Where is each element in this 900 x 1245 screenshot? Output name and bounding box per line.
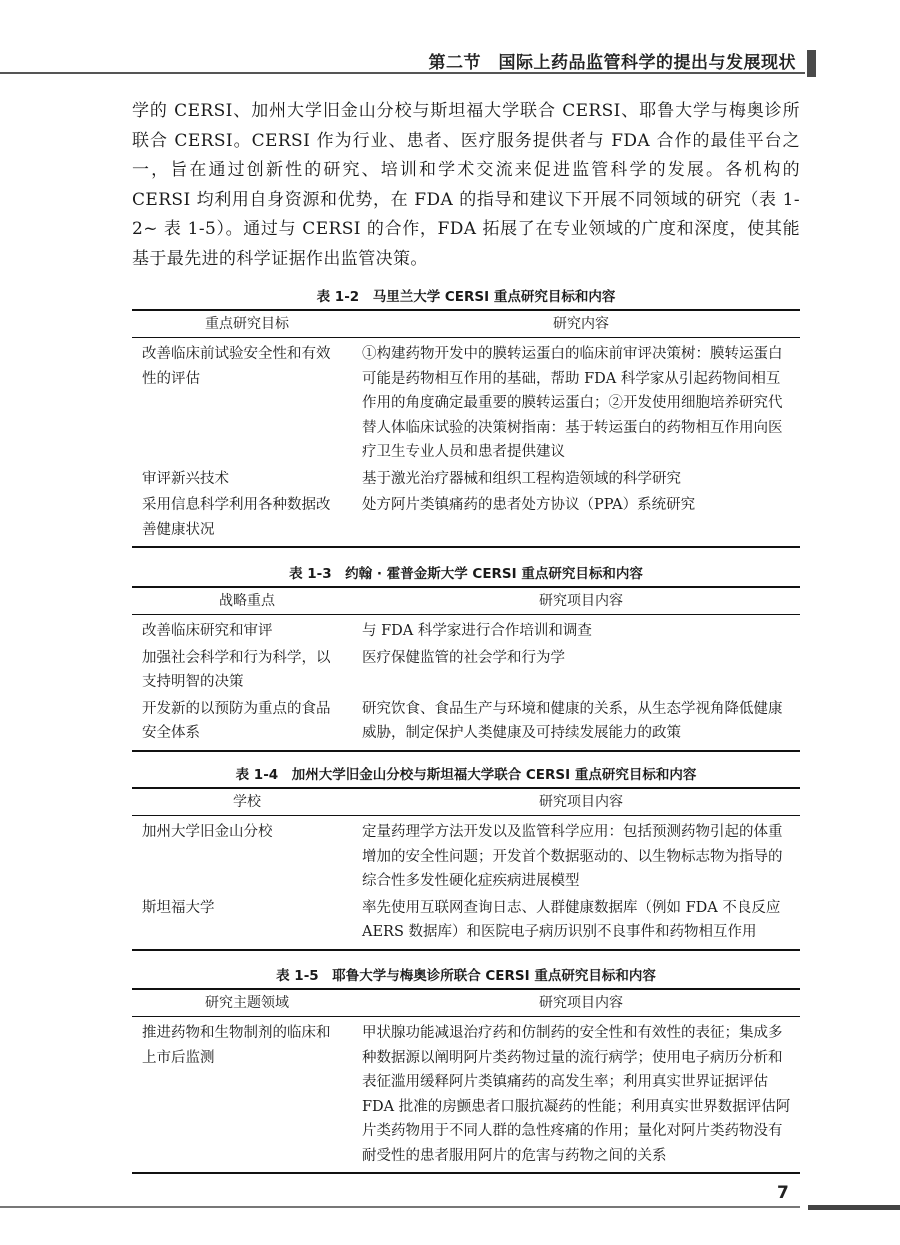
header-title: 第二节 国际上药品监管科学的提出与发展现状 xyxy=(428,53,796,73)
table-1-5 xyxy=(132,966,800,1174)
header-cell: 学校 xyxy=(233,794,261,810)
table-1-4 xyxy=(132,765,800,951)
table-cell: 采用信息科学利用各种数据改善健康状况 xyxy=(142,497,331,538)
footer-line xyxy=(0,1206,800,1208)
table-row xyxy=(132,493,800,542)
header-cell: 研究项目内容 xyxy=(539,995,623,1011)
table-cell: 加州大学旧金山分校 xyxy=(142,824,273,840)
table-cell: ①构建药物开发中的膜转运蛋白的临床前审评决策树：膜转运蛋白可能是药物相互作用的基础，帮助 FDA 科学家从引起药物间相互作用的角度确定最重要的膜转运蛋白；②开发使用细胞培养研究代替人体临床试验的决策树指南：基于转运蛋白的药物相互作用向医疗卫生专业人员和患者提供建议 xyxy=(362,346,783,460)
table-cell: 率先使用互联网查询日志、人群健康数据库（例如 FDA 不良反应 AERS 数据库）和医院电子病历识别不良事件和药物相互作用 xyxy=(362,899,781,940)
header-cell: 研究内容 xyxy=(553,316,609,332)
table-row xyxy=(132,467,800,492)
table-body xyxy=(132,1017,800,1174)
table-row xyxy=(132,619,800,644)
table-body xyxy=(132,338,800,548)
table-header xyxy=(132,309,800,338)
table-cell: 与 FDA 科学家进行合作培训和调查 xyxy=(362,623,592,639)
table-cell: 推进药物和生物制剂的临床和上市后监测 xyxy=(142,1025,331,1066)
table-caption: 表 1-4 加州大学旧金山分校与斯坦福大学联合 CERSI 重点研究目标和内容 xyxy=(235,767,697,783)
header-bar xyxy=(807,50,816,77)
table-cell: 斯坦福大学 xyxy=(142,899,215,916)
table-caption: 表 1-5 耶鲁大学与梅奥诊所联合 CERSI 重点研究目标和内容 xyxy=(276,968,656,984)
table-cell: 定量药理学方法开发以及监管科学应用：包括预测药物引起的体重增加的安全性问题；开发首个数据驱动的、以生物标志物为指导的综合性多发性硬化症疾病进展模型 xyxy=(362,824,783,889)
table-header xyxy=(132,586,800,615)
table-caption: 表 1-3 约翰 · 霍普金斯大学 CERSI 重点研究目标和内容 xyxy=(289,566,643,582)
footer-rule xyxy=(0,1206,900,1212)
table-cell: 加强社会科学和行为科学，以支持明智的决策 xyxy=(142,649,331,690)
table-1-2 xyxy=(132,287,800,548)
table-row xyxy=(132,646,800,695)
page-number: 7 xyxy=(777,1183,789,1203)
table-body xyxy=(132,816,800,951)
header-cell: 战略重点 xyxy=(219,593,275,609)
table-row xyxy=(132,820,800,894)
table-cell: 甲状腺功能减退治疗药和仿制药的安全性和有效性的表征；集成多种数据源以阐明阿片类药物过量的流行病学；使用电子病历分析和表征滥用缓释阿片类镇痛药的高发生率；利用真实世界证据评估 FDA 批准的房颤患者口服抗凝药的性能；利用真实世界数据评估阿片类药物用于不同人群的急性疼痛的作用；量化对阿片类药物没有耐受性的患者服用阿片的危害与药物之间的关系 xyxy=(362,1025,791,1164)
table-1-3 xyxy=(132,564,800,752)
table-cell: 处方阿片类镇痛药的患者处方协议（PPA）系统研究 xyxy=(362,497,696,513)
table-cell: 改善临床前试验安全性和有效性的评估 xyxy=(142,346,331,387)
table-cell: 审评新兴技术 xyxy=(142,470,229,487)
header-cell: 研究项目内容 xyxy=(539,593,623,609)
header-cell: 研究项目内容 xyxy=(539,794,623,810)
intro-paragraph: 学的 CERSI、加州大学旧金山分校与斯坦福大学联合 CERSI、耶鲁大学与梅奥诊所联合 CERSI。CERSI 作为行业、患者、医疗服务提供者与 FDA 合作的最佳平台之一，旨在通过创新性的研究、培训和学术交流来促进监管科学的发展。各机构的 CERSI 均利用自身资源和优势，在 FDA 的指导和建议下开展不同领域的研究（表 1-2~ 表 1-5）。通过与 CERSI 的合作，FDA 拓展了在专业领域的广度和深度，使其能基于最先进的科学证据作出监管决策。 xyxy=(132,101,800,269)
header-cell: 研究主题领域 xyxy=(205,995,289,1011)
table-cell: 开发新的以预防为重点的食品安全体系 xyxy=(142,700,331,741)
running-header xyxy=(0,38,900,82)
table-cell: 基于激光治疗器械和组织工程构造领域的科学研究 xyxy=(362,470,681,487)
table-caption: 表 1-2 马里兰大学 CERSI 重点研究目标和内容 xyxy=(316,289,616,305)
table-row xyxy=(132,1021,800,1168)
table-row xyxy=(132,896,800,945)
table-cell: 改善临床研究和审评 xyxy=(142,623,273,639)
table-header xyxy=(132,787,800,816)
table-body xyxy=(132,615,800,752)
table-header xyxy=(132,988,800,1017)
header-cell: 重点研究目标 xyxy=(205,316,289,332)
table-cell: 医疗保健监管的社会学和行为学 xyxy=(362,649,565,666)
table-row xyxy=(132,342,800,465)
table-row xyxy=(132,697,800,746)
footer-tab xyxy=(808,1205,900,1210)
table-cell: 研究饮食、食品生产与环境和健康的关系，从生态学视角降低健康威胁，制定保护人类健康及可持续发展能力的政策 xyxy=(362,700,783,741)
